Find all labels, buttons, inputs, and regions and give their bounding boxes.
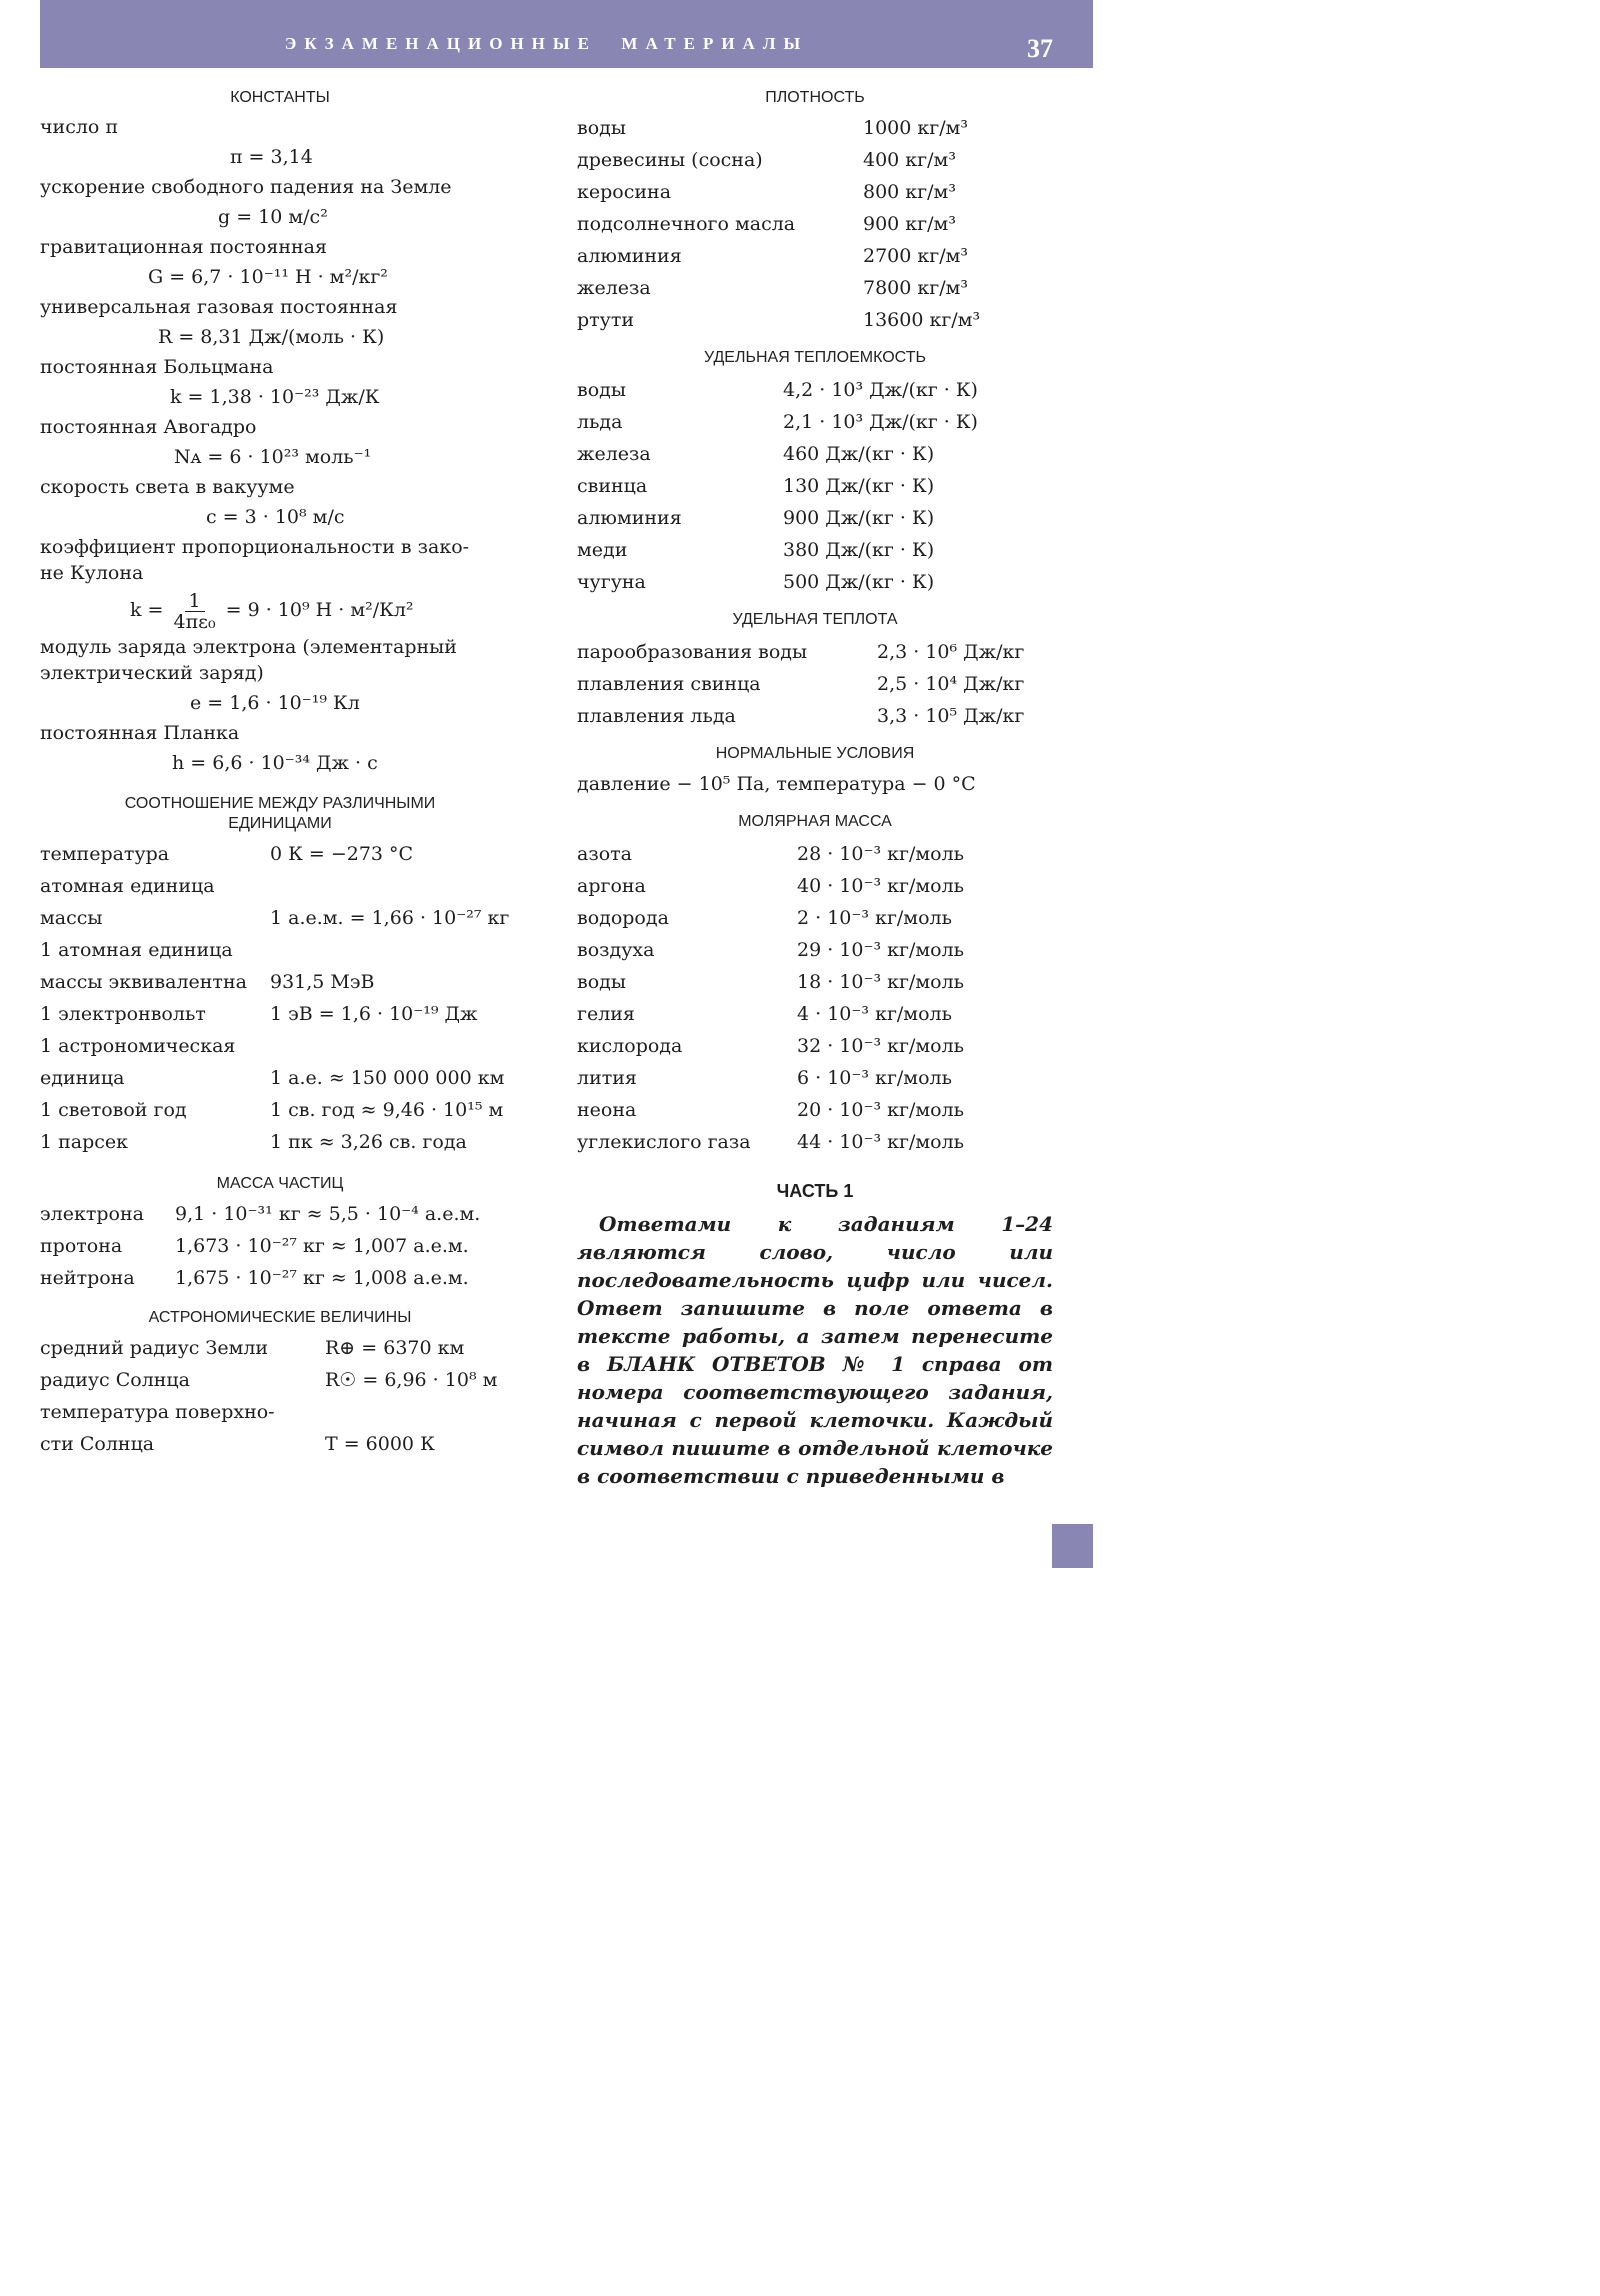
- specific-heat-name: плавления свинца: [577, 673, 761, 695]
- molar-row: [577, 998, 1053, 1030]
- units-name: 1 световой год: [40, 1099, 187, 1121]
- constant-g-name: ускорение свободного падения на Земле: [40, 176, 452, 198]
- density-name: ртути: [577, 309, 635, 331]
- molar-value: 29 · 10⁻³ кг/моль: [797, 939, 965, 961]
- constant-NA-name: постоянная Авогадро: [40, 416, 257, 438]
- heat-capacity-heading: УДЕЛЬНАЯ ТЕПЛОЕМКОСТЬ: [704, 349, 926, 366]
- coulomb-fraction: [174, 591, 216, 632]
- constant-c-formula: c = 3 · 10⁸ м/с: [206, 506, 345, 528]
- molar-value: 40 · 10⁻³ кг/моль: [797, 875, 965, 897]
- heat-capacity-value: 4,2 · 10³ Дж/(кг · К): [783, 379, 978, 401]
- molar-name: воды: [577, 971, 626, 993]
- astro-row: [40, 1428, 520, 1460]
- heat-capacity-value: 130 Дж/(кг · К): [783, 475, 935, 497]
- heat-capacity-name: свинца: [577, 475, 648, 497]
- density-name: железа: [577, 277, 651, 299]
- specific-heat-heading: УДЕЛЬНАЯ ТЕПЛОТА: [732, 611, 898, 628]
- units-name: температура: [40, 843, 170, 865]
- heat-capacity-value: 500 Дж/(кг · К): [783, 571, 935, 593]
- right-column: [577, 88, 1053, 1490]
- coulomb-fraction-denominator: 4πε₀: [173, 610, 216, 633]
- specific-heat-name: парообразования воды: [577, 641, 808, 663]
- constant-G-name: гравитационная постоянная: [40, 236, 327, 258]
- constant-k-formula: k = 1,38 · 10⁻²³ Дж/К: [170, 386, 380, 408]
- density-value: 400 кг/м³: [863, 149, 956, 171]
- constant-coulomb-name-2: не Кулона: [40, 562, 144, 584]
- molar-row: [577, 1094, 1053, 1126]
- units-value: 1 а.е.м. = 1,66 · 10⁻²⁷ кг: [270, 907, 510, 929]
- particle-name: протона: [40, 1235, 123, 1257]
- units-value: 931,5 МэВ: [270, 971, 375, 993]
- specific-heat-row: [577, 668, 1053, 700]
- units-row: [40, 870, 520, 902]
- normal-conditions-text: давление − 10⁵ Па, температура − 0 °С: [577, 773, 976, 795]
- molar-row: [577, 1126, 1053, 1158]
- molar-row: [577, 1030, 1053, 1062]
- constant-pi-name: число π: [40, 116, 118, 138]
- molar-name: кислорода: [577, 1035, 683, 1057]
- astro-row: [40, 1364, 520, 1396]
- density-name: подсолнечного масла: [577, 213, 796, 235]
- density-table: [577, 112, 1053, 336]
- density-name: воды: [577, 117, 626, 139]
- density-value: 800 кг/м³: [863, 181, 956, 203]
- units-value: 0 К = −273 °С: [270, 843, 414, 865]
- specific-heat-row: [577, 700, 1053, 732]
- density-value: 7800 кг/м³: [863, 277, 969, 299]
- heat-capacity-name: льда: [577, 411, 623, 433]
- astro-table: [40, 1332, 520, 1460]
- heat-capacity-row: [577, 438, 1053, 470]
- heat-capacity-row: [577, 374, 1053, 406]
- density-heading: ПЛОТНОСТЬ: [765, 89, 865, 106]
- particle-value: 9,1 · 10⁻³¹ кг ≈ 5,5 · 10⁻⁴ а.е.м.: [175, 1203, 481, 1225]
- units-row: [40, 1126, 520, 1158]
- units-name: массы: [40, 907, 103, 929]
- heat-capacity-row: [577, 470, 1053, 502]
- units-value: 1 пк ≈ 3,26 св. года: [270, 1131, 467, 1153]
- molar-row: [577, 902, 1053, 934]
- astro-value: R☉ = 6,96 · 10⁸ м: [325, 1369, 498, 1391]
- units-name: 1 астрономическая: [40, 1035, 236, 1057]
- constant-e-formula: e = 1,6 · 10⁻¹⁹ Кл: [190, 692, 360, 714]
- density-value: 1000 кг/м³: [863, 117, 969, 139]
- density-row: [577, 208, 1053, 240]
- heat-capacity-row: [577, 566, 1053, 598]
- particle-value: 1,675 · 10⁻²⁷ кг ≈ 1,008 а.е.м.: [175, 1267, 469, 1289]
- constant-g-formula: g = 10 м/с²: [218, 206, 328, 228]
- particle-row: [40, 1198, 520, 1230]
- constant-e-name-1: модуль заряда электрона (элементарный: [40, 636, 457, 658]
- constant-k-name: постоянная Больцмана: [40, 356, 274, 378]
- molar-name: гелия: [577, 1003, 635, 1025]
- page-corner-tab: [1052, 1524, 1093, 1568]
- units-value: 1 а.е. ≈ 150 000 000 км: [270, 1067, 505, 1089]
- astro-name: средний радиус Земли: [40, 1337, 269, 1359]
- density-value: 2700 кг/м³: [863, 245, 969, 267]
- molar-value: 32 · 10⁻³ кг/моль: [797, 1035, 965, 1057]
- specific-heat-name: плавления льда: [577, 705, 736, 727]
- units-name: атомная единица: [40, 875, 215, 897]
- molar-value: 2 · 10⁻³ кг/моль: [797, 907, 952, 929]
- heat-capacity-name: алюминия: [577, 507, 682, 529]
- units-row: [40, 902, 520, 934]
- molar-row: [577, 966, 1053, 998]
- molar-table: [577, 838, 1053, 1158]
- heat-capacity-table: [577, 374, 1053, 598]
- particle-value: 1,673 · 10⁻²⁷ кг ≈ 1,007 а.е.м.: [175, 1235, 469, 1257]
- part1-heading: ЧАСТЬ 1: [776, 1181, 854, 1201]
- particle-name: нейтрона: [40, 1267, 135, 1289]
- units-row: [40, 1062, 520, 1094]
- heat-capacity-row: [577, 406, 1053, 438]
- density-row: [577, 272, 1053, 304]
- units-heading-1: СООТНОШЕНИЕ МЕЖДУ РАЗЛИЧНЫМИ: [124, 795, 436, 812]
- astro-value: R⊕ = 6370 км: [325, 1337, 465, 1359]
- constant-R-formula: R = 8,31 Дж/(моль · К): [158, 326, 385, 348]
- units-name: 1 парсек: [40, 1131, 129, 1153]
- density-row: [577, 304, 1053, 336]
- density-name: керосина: [577, 181, 672, 203]
- constant-h-name: постоянная Планка: [40, 722, 240, 744]
- normal-heading: НОРМАЛЬНЫЕ УСЛОВИЯ: [715, 745, 915, 762]
- density-name: древесины (сосна): [577, 149, 763, 171]
- molar-value: 18 · 10⁻³ кг/моль: [797, 971, 965, 993]
- constant-coulomb-name-1: коэффициент пропорциональности в зако-: [40, 536, 470, 558]
- heat-capacity-name: воды: [577, 379, 626, 401]
- molar-value: 20 · 10⁻³ кг/моль: [797, 1099, 965, 1121]
- molar-name: водорода: [577, 907, 669, 929]
- coulomb-fraction-numerator: 1: [185, 591, 205, 612]
- molar-name: азота: [577, 843, 632, 865]
- molar-value: 4 · 10⁻³ кг/моль: [797, 1003, 952, 1025]
- molar-row: [577, 870, 1053, 902]
- molar-name: воздуха: [577, 939, 655, 961]
- units-table: [40, 838, 520, 1158]
- constant-G-formula: G = 6,7 · 10⁻¹¹ Н · м²/кг²: [148, 266, 388, 288]
- page-number: 37: [1027, 34, 1053, 63]
- particles-heading: МАССА ЧАСТИЦ: [216, 1175, 344, 1192]
- units-row: [40, 1094, 520, 1126]
- constant-c-name: скорость света в вакууме: [40, 476, 295, 498]
- heat-capacity-value: 2,1 · 10³ Дж/(кг · К): [783, 411, 978, 433]
- specific-heat-table: [577, 636, 1053, 732]
- molar-heading: МОЛЯРНАЯ МАССА: [738, 813, 892, 830]
- molar-value: 6 · 10⁻³ кг/моль: [797, 1067, 952, 1089]
- particle-row: [40, 1262, 520, 1294]
- constant-e-name-2: электрический заряд): [40, 662, 264, 684]
- astro-row: [40, 1396, 520, 1428]
- specific-heat-value: 2,3 · 10⁶ Дж/кг: [877, 641, 1025, 663]
- units-row: [40, 838, 520, 870]
- units-row: [40, 934, 520, 966]
- constant-coulomb-formula: [40, 586, 520, 634]
- particle-name: электрона: [40, 1203, 144, 1225]
- particle-row: [40, 1230, 520, 1262]
- astro-name: сти Солнца: [40, 1433, 155, 1455]
- header-title: ЭКЗАМЕНАЦИОННЫЕ МАТЕРИАЛЫ: [284, 34, 809, 53]
- specific-heat-value: 3,3 · 10⁵ Дж/кг: [877, 705, 1025, 727]
- heat-capacity-name: чугуна: [577, 571, 646, 593]
- specific-heat-row: [577, 636, 1053, 668]
- coulomb-rhs: = 9 · 10⁹ Н · м²/Кл²: [225, 599, 414, 621]
- constant-pi-formula: π = 3,14: [230, 146, 313, 168]
- density-row: [577, 176, 1053, 208]
- specific-heat-value: 2,5 · 10⁴ Дж/кг: [877, 673, 1025, 695]
- astro-name: радиус Солнца: [40, 1369, 190, 1391]
- heat-capacity-value: 380 Дж/(кг · К): [783, 539, 935, 561]
- heat-capacity-value: 900 Дж/(кг · К): [783, 507, 935, 529]
- units-row: [40, 966, 520, 998]
- molar-row: [577, 838, 1053, 870]
- astro-row: [40, 1332, 520, 1364]
- astro-value: T = 6000 К: [325, 1433, 435, 1455]
- constant-R-name: универсальная газовая постоянная: [40, 296, 398, 318]
- density-row: [577, 112, 1053, 144]
- astro-heading: АСТРОНОМИЧЕСКИЕ ВЕЛИЧИНЫ: [148, 1309, 412, 1326]
- units-row: [40, 998, 520, 1030]
- molar-row: [577, 934, 1053, 966]
- molar-name: лития: [577, 1067, 637, 1089]
- units-value: 1 эВ = 1,6 · 10⁻¹⁹ Дж: [270, 1003, 478, 1025]
- density-value: 900 кг/м³: [863, 213, 956, 235]
- density-row: [577, 240, 1053, 272]
- units-name: 1 атомная единица: [40, 939, 233, 961]
- density-row: [577, 144, 1053, 176]
- astro-name: температура поверхно-: [40, 1401, 275, 1423]
- molar-name: углекислого газа: [577, 1131, 751, 1153]
- constants-heading: КОНСТАНТЫ: [230, 89, 330, 106]
- molar-value: 28 · 10⁻³ кг/моль: [797, 843, 965, 865]
- molar-name: неона: [577, 1099, 637, 1121]
- density-value: 13600 кг/м³: [863, 309, 981, 331]
- units-name: 1 электронвольт: [40, 1003, 206, 1025]
- particles-table: [40, 1198, 520, 1294]
- part1-instructions: Ответами к заданиям 1–24 являются слово, число или последовательность цифр или чисел. Ответ запишите в поле ответа в тексте работы, а затем перенесите в БЛАНК ОТВЕТОВ № 1 справа от номера соответствующего задания, начиная с первой клеточки. Каждый символ пишите в отдельной клеточке в соответствии с приведенными в: [577, 1212, 1053, 1488]
- units-name: единица: [40, 1067, 125, 1089]
- heat-capacity-value: 460 Дж/(кг · К): [783, 443, 935, 465]
- heat-capacity-row: [577, 502, 1053, 534]
- header-banner: [40, 0, 1093, 68]
- constant-h-formula: h = 6,6 · 10⁻³⁴ Дж · с: [172, 752, 378, 774]
- units-value: 1 св. год ≈ 9,46 · 10¹⁵ м: [270, 1099, 504, 1121]
- molar-name: аргона: [577, 875, 646, 897]
- heat-capacity-name: меди: [577, 539, 628, 561]
- heat-capacity-row: [577, 534, 1053, 566]
- units-name: массы эквивалентна: [40, 971, 247, 993]
- units-heading-2: ЕДИНИЦАМИ: [228, 815, 332, 832]
- coulomb-lhs: k =: [130, 599, 164, 621]
- molar-row: [577, 1062, 1053, 1094]
- density-name: алюминия: [577, 245, 682, 267]
- heat-capacity-name: железа: [577, 443, 651, 465]
- constants-list: [40, 114, 520, 780]
- molar-value: 44 · 10⁻³ кг/моль: [797, 1131, 965, 1153]
- units-row: [40, 1030, 520, 1062]
- constant-NA-formula: Nᴀ = 6 · 10²³ моль⁻¹: [174, 446, 372, 468]
- left-column: [40, 88, 520, 1460]
